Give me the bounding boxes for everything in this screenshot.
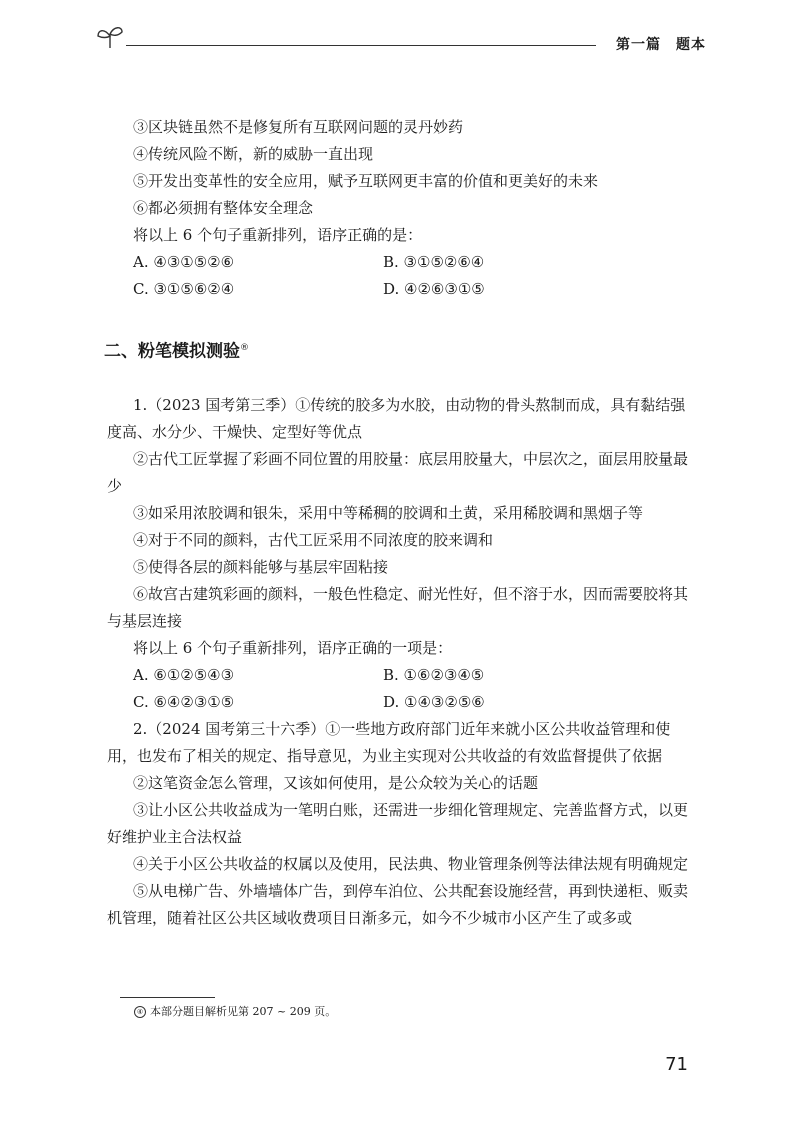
footnote [134, 1005, 336, 1019]
sentence: ②古代工匠掌握了彩画不同位置的用胶量：底层用胶量大，中层次之，面层用胶量最少 [107, 449, 689, 495]
sentence: ④关于小区公共收益的权属以及使用，民法典、物业管理条例等法律法规有明确规定 [133, 854, 689, 873]
sentence: ④对于不同的颜料，古代工匠采用不同浓度的胶来调和 [133, 530, 494, 549]
option-c: C. ⑥④②③①⑤ [133, 692, 235, 711]
sprout-icon [96, 24, 124, 50]
option-b: B. ①⑥②③④⑤ [383, 665, 485, 684]
question-2-stem: 2.（2024 国考第三十六季）①一些地方政府部门近年来就小区公共收益管理和使用，也发布了相关的规定、指导意见，为业主实现对公共收益的有效监督提供了依据 [107, 719, 671, 765]
sentence: ③区块链虽然不是修复所有互联网问题的灵丹妙药 [133, 118, 464, 136]
question-prompt: 将以上 6 个句子重新排列，语序正确的一项是： [133, 638, 453, 657]
options-row [107, 662, 699, 689]
header-title: 第一篇 题本 [616, 37, 706, 53]
sentence: ②这笔资金怎么管理，又该如何使用，是公众较为关心的话题 [133, 773, 539, 792]
option-d: D. ④②⑥③①⑤ [383, 280, 485, 298]
page-body [104, 114, 699, 932]
option-a: A. ④③①⑤②⑥ [133, 253, 235, 271]
footnote-ref: ® [240, 343, 249, 353]
option-d: D. ①④③②⑤⑥ [383, 692, 485, 711]
sentence: ③如采用浓胶调和银朱，采用中等稀稠的胶调和土黄，采用稀胶调和黑烟子等 [133, 503, 644, 522]
header-rule [126, 45, 596, 46]
options-row [107, 689, 699, 716]
footnote-mark: ④ [134, 1006, 146, 1018]
options-row [107, 276, 699, 303]
sentence: ⑤开发出变革性的安全应用，赋予互联网更丰富的价值和更美好的未来 [133, 172, 599, 190]
sentence: ⑥故宫古建筑彩画的颜料，一般色性稳定、耐光性好，但不溶于水，因而需要胶将其与基层连接 [107, 584, 689, 630]
options-row [107, 249, 699, 276]
page-number: 71 [665, 1054, 688, 1075]
option-a: A. ⑥①②⑤④③ [133, 665, 235, 684]
sentence: ③让小区公共收益成为一笔明白账，还需进一步细化管理规定、完善监督方式，以更好维护业主合法权益 [107, 800, 689, 846]
sentence: ④传统风险不断，新的威胁一直出现 [133, 145, 374, 163]
sentence: ⑤使得各层的颜料能够与基层牢固粘接 [133, 557, 389, 576]
question-prompt: 将以上 6 个句子重新排列，语序正确的是： [133, 226, 423, 244]
question-1-stem: 1.（2023 国考第三季）①传统的胶多为水胶，由动物的骨头熬制而成，具有黏结强度高、水分少、干燥快、定型好等优点 [107, 395, 686, 441]
footnote-text: 本部分题目解析见第 207 ~ 209 页。 [150, 1005, 337, 1018]
sentence: ⑥都必须拥有整体安全理念 [133, 199, 314, 217]
option-c: C. ③①⑤⑥②④ [133, 280, 235, 298]
footnote-rule [120, 997, 215, 998]
running-header [96, 24, 706, 54]
sentence: ⑤从电梯广告、外墙墙体广告，到停车泊位、公共配套设施经营，再到快递柜、贩卖机管理，随着社区公共区域收费项目日渐多元，如今不少城市小区产生了或多或 [107, 881, 689, 927]
option-b: B. ③①⑤②⑥④ [383, 253, 485, 271]
section-title: 二、粉笔模拟测验® [104, 341, 249, 362]
